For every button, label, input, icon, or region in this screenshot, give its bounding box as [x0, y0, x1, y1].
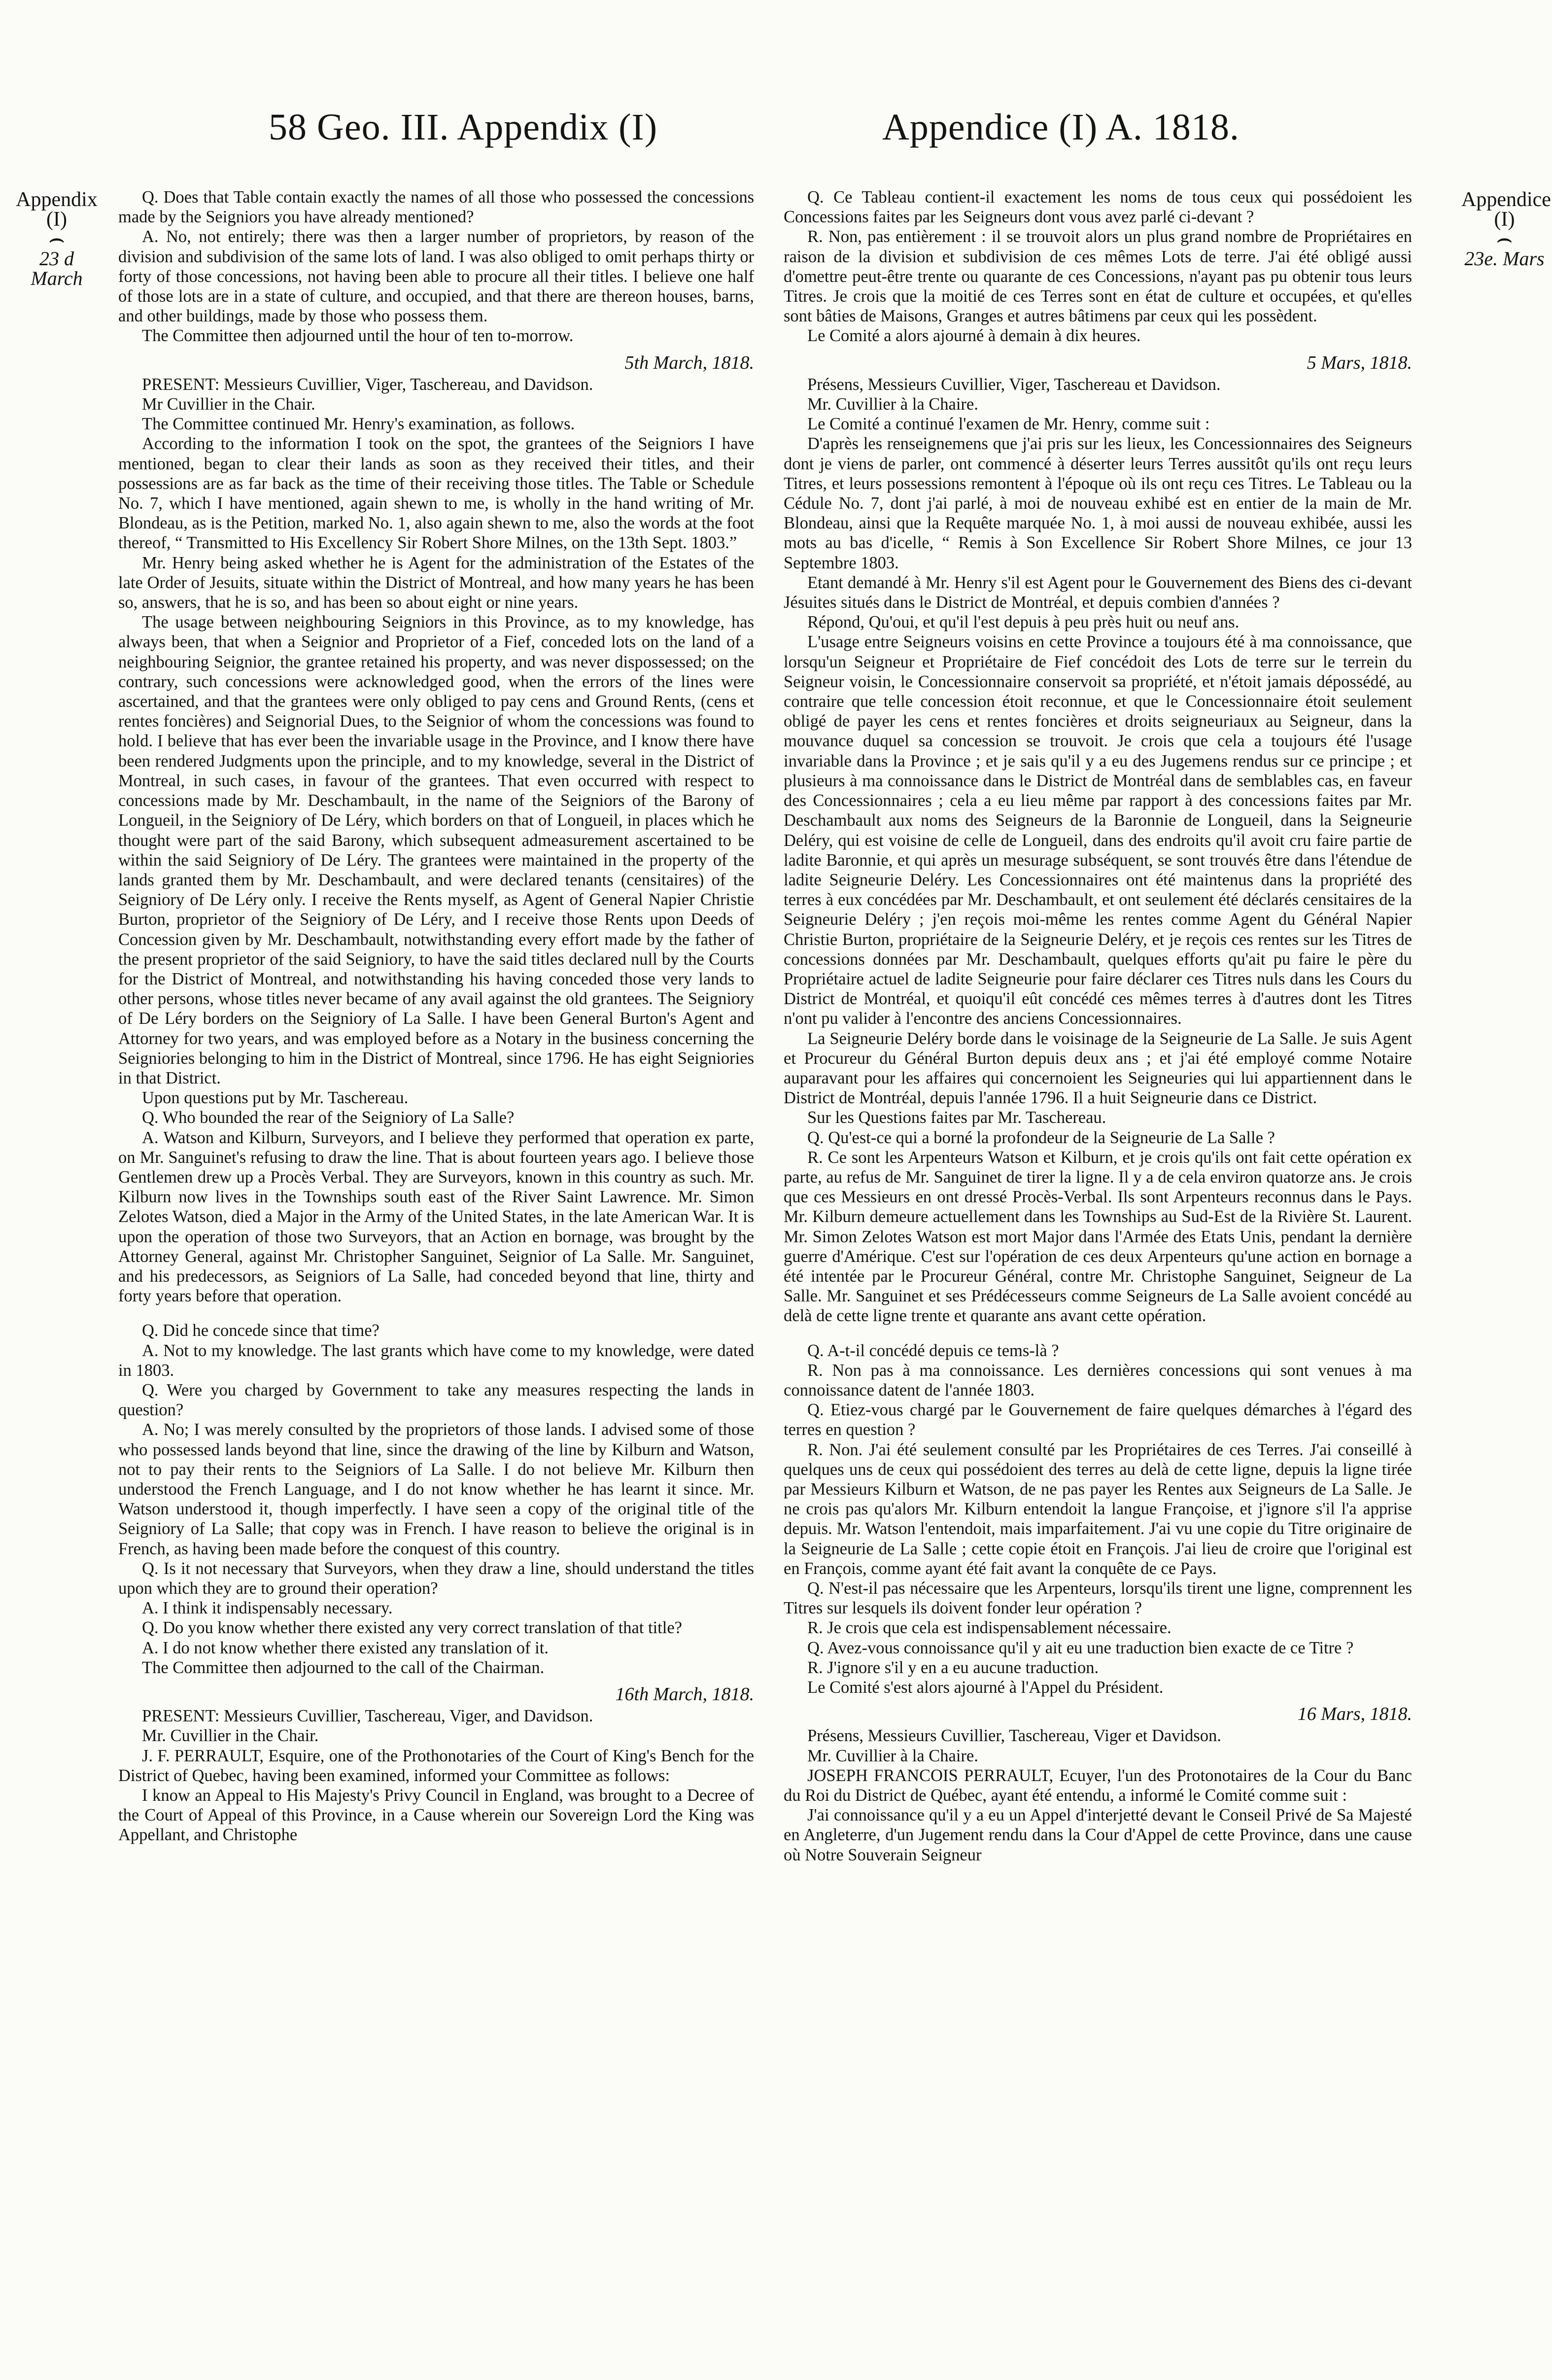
answer: R. Je crois que cela est indispensablement nécessaire.: [807, 1618, 1172, 1638]
margin-appendice-sub: (I): [1494, 208, 1515, 231]
answer: A. No; I was merely consulted by the proprietors of those lands. I advised some of those who possessed lands beyond that line, since the drawing of the line by Kilburn and Watson, not to pay their rents to the Seigniors of La Salle. I do not believe Mr. Kilburn then understood the French Language, and I do not know whether he has learnt it since. Mr. Watson understood it, though imperfectly. I have seen a copy of the original title of the Seigniory of La Salle; that copy was in French. I have reason to believe the original is in French, as having been made before the conquest of this country.: [118, 1420, 754, 1558]
answer: A. Watson and Kilburn, Surveyors, and I believe they performed that operation ex parte, on Mr. Sanguinet's refusing to draw the line. That is about fourteen years ago. I believe those Gentlemen drew up a Procès Verbal. They are Surveyors, known in this country as such. Mr. Kilburn now lives in the Townships south east of the River Saint Lawrence. Mr. Simon Zelotes Watson, died a Major in the Army of the United States, in the late American War. It is upon the operation of those two Surveyors, that an Action en bornage, was brought by the Attorney General, against Mr. Christopher Sanguinet, Seignior of La Salle. Mr. Sanguinet, and his predecessors, as Seigniors of La Salle, had conceded beyond that line, thirty and forty years before that operation.: [118, 1128, 754, 1306]
question: Q. Avez-vous connoissance qu'il y ait eu une traduction bien exacte de ce Titre ?: [807, 1638, 1354, 1657]
question: Q. Did he concede since that time?: [142, 1321, 379, 1340]
chair-line: Mr. Cuvillier in the Chair.: [142, 1726, 319, 1746]
paragraph: L'usage entre Seigneurs voisins en cette Province a toujours été à ma connoissance, que lorsqu'un Seigneur et Propriétaire de Fief concédoit des Lots de terre sur le terrein du Seigneur voisin, le Concessionnaire conservoit sa propriété, et n'étoit jamais dépossédé, au contraire que telle concession étoit reconnue, et que le Concessionnaire étoit seulement obligé de payer les cens et rentes foncières et droits seigneuriaux au Seigneur, dans la mouvance duquel sa concession se trouvoit. Je crois que cela a toujours été l'usage invariable dans la Province ; et je sais qu'il y a eu des Jugemens rendus sur ce principe ; et plusieurs à ma connoissance dans le District de Montréal dans de semblables cas, en faveur des Concessionnaires ; cela a eu lieu même par rapport à des concessions faites par Mr. Deschambault aux noms des Seigneurs de la Baronnie de Longueil, dans la Seigneurie Deléry, qui est voisine de celle de Longueil, dans des endroits qu'il avoit cru faire partie de ladite Baronnie, et qui après un mesurage subséquent, se sont trouvés être dans l'étendue de ladite Seigneurie Deléry. Les Concessionnaires ont été maintenus dans la propriété des terres à eux concédées par Mr. Deschambault, et ont seulement été déclarés censitaires de la Seigneurie Deléry ; j'en reçois moi-même les rentes comme Agent du Général Napier Christie Burton, propriétaire de la Seigneurie Deléry, et je reçois ces rentes sur les Titres de concessions données par Mr. Deschambault, quelques efforts qu'ait pu faire le père du Propriétaire actuel de ladite Seigneurie pour faire déclarer ces Titres nuls dans les Cours du District de Montréal, et quoiqu'il eût concédé ces mêmes terres à d'autres dont les Titres n'ont pu valider à l'encontre des anciens Concessionnaires.: [784, 632, 1412, 1028]
question: Q. Do you know whether there existed any very correct translation of that title?: [142, 1618, 682, 1638]
paragraph: According to the information I took on the spot, the grantees of the Seigniors I have mentioned, began to clear their lands as soon as they received their titles, and their possessions are as far back as the time of their receiving those titles. The Table or Schedule No. 7, which I have mentioned, again shewn to me, is wholly in the hand writing of Mr. Blondeau, as is the Petition, marked No. 1, also again shewn to me, also the words at the foot thereof, “ Transmitted to His Excellency Sir Robert Shore Milnes, on the 13th Sept. 1803.”: [118, 434, 754, 553]
question: Q. Were you charged by Government to take any measures respecting the lands in question?: [118, 1380, 754, 1420]
paragraph: Upon questions put by Mr. Taschereau.: [142, 1088, 409, 1108]
margin-brace-icon: ⌢: [48, 225, 66, 253]
session-date: 5 Mars, 1818.: [1307, 352, 1412, 373]
paragraph: J'ai connoissance qu'il y a eu un Appel d'interjetté devant le Conseil Privé de Sa Majesté en Angleterre, d'un Jugement rendu dans la Cour d'Appel de cette Province, dans une cause où Notre Souverain Seigneur: [784, 1806, 1412, 1864]
header-right: Appendice (I) A. 1818.: [882, 106, 1240, 148]
paragraph: D'après les renseignemens que j'ai pris sur les lieux, les Concessionnaires des Seigneurs dont je viens de parler, ont commencé à déserter leurs Terres aussitôt qu'ils ont reçu leurs Titres, et leurs possessions remontent à l'époque où ils ont reçu ces Titres. Le Tableau ou la Cédule No. 7, dont j'ai parlé, à moi de nouveau exhibé est en entier de la main de Mr. Blondeau, ainsi que la Requête marquée No. 1, à moi aussi de nouveau exhibée, aussi les mots au bas d'icelle, “ Remis à Son Excellence Sir Robert Shore Milnes, ce jour 13 Septembre 1803.: [784, 434, 1412, 572]
question: Q. Who bounded the rear of the Seigniory of La Salle?: [142, 1108, 515, 1127]
answer: A. Not to my knowledge. The last grants which have come to my knowledge, were dated in 1803.: [118, 1341, 754, 1380]
answer: R. Non. J'ai été seulement consulté par les Propriétaires de ces Terres. J'ai conseillé à quelques uns de ceux qui possédoient des terres au delà de cette ligne, depuis la ligne tirée par Messieurs Kilburn et Watson, de ne pas payer les Rentes aux Seigneurs de La Salle. Je ne crois pas qu'alors Mr. Kilburn entendoit la langue Françoise, et j'ignore s'il l'a apprise depuis. Mr. Watson l'entendoit, mais imparfaitement. J'ai vu une copie du Titre originaire de la Seigneurie de La Salle ; cette copie étoit en François. J'ai lieu de croire que l'original est en François, comme ayant été fait avant la conquête de ce Pays.: [784, 1440, 1412, 1578]
paragraph: Répond, Qu'oui, et qu'il l'est depuis à peu près huit ou neuf ans.: [807, 613, 1240, 632]
question: Q. Etiez-vous chargé par le Gouvernement de faire quelques démarches à l'égard des terres en question ?: [784, 1400, 1412, 1439]
margin-appendix-sub: (I): [46, 208, 67, 231]
answer: A. I think it indispensably necessary.: [142, 1599, 393, 1618]
margin-note-right: [1461, 188, 1551, 270]
paragraph: J. F. PERRAULT, Esquire, one of the Prothonotaries of the Court of King's Bench for the District of Quebec, having been examined, informed your Committee as follows:: [118, 1746, 754, 1785]
page-header: [0, 106, 1552, 165]
paragraph: The Committee continued Mr. Henry's examination, as follows.: [142, 415, 575, 434]
header-left: 58 Geo. III. Appendix (I): [269, 106, 658, 148]
question: Q. N'est-il pas nécessaire que les Arpenteurs, lorsqu'ils tirent une ligne, comprennent les Titres sur lesquels ils doivent fonder leur opération ?: [784, 1579, 1412, 1618]
french-column: [784, 187, 1412, 2356]
present-line: Présens, Messieurs Cuvillier, Viger, Taschereau et Davidson.: [807, 375, 1221, 394]
answer: R. Ce sont les Arpenteurs Watson et Kilburn, et je crois qu'ils ont fait cette opération ex parte, au refus de Mr. Sanguinet de tirer la ligne. Il y a de cela environ quatorze ans. Je crois que ces Messieurs en ont dressé Procès-Verbal. Ils sont Arpenteurs reconnus dans le Pays. Mr. Kilburn demeure actuellement dans les Townships au Sud-Est de la Rivière St. Laurent. Mr. Simon Zelotes Watson est mort Major dans l'Armée des Etats Unis, pendant la dernière guerre d'Amérique. C'est sur l'opération de ces deux Arpenteurs qu'une action en bornage a été intentée par le Procureur Général, contre Mr. Christophe Sanguinet, Seigneur de La Salle. Mr. Sanguinet et ses Prédécesseurs comme Seigneurs de La Salle avoient concédé au delà de cette ligne trente et quarante ans avant cette opération.: [784, 1148, 1412, 1326]
margin-note-left: [15, 190, 99, 288]
paragraph: Q. Does that Table contain exactly the names of all those who possessed the concessions made by the Seigniors you have already mentioned?: [118, 188, 754, 227]
paragraph: Sur les Questions faites par Mr. Taschereau.: [807, 1108, 1106, 1127]
paragraph: Mr. Henry being asked whether he is Agent for the administration of the Estates of the late Order of Jesuits, situate within the District of Montreal, and how many years he has been so, answers, that he is so, and has been so about eight or nine years.: [118, 553, 754, 612]
paragraph: Le Comité a continué l'examen de Mr. Henry, comme suit :: [807, 415, 1210, 434]
paragraph: Le Comité s'est alors ajourné à l'Appel du Président.: [807, 1678, 1164, 1697]
paragraph: R. Non, pas entièrement : il se trouvoit alors un plus grand nombre de Propriétaires en raison de la division et subdivision de ces mêmes Lots de terre. J'ai été obligé aussi d'omettre peut-être trente ou quarante de ces Concessions, n'ayant pas pu obtenir tous leurs Titres. Je crois que la moitié de ces Terres sont en état de culture et occupées, et qu'elles sont bâties de Maisons, Granges et autres bâtimens par ceux qui les possèdent.: [784, 227, 1412, 326]
present-line: Présens, Messieurs Cuvillier, Taschereau, Viger et Davidson.: [807, 1726, 1221, 1746]
question: Q. A-t-il concédé depuis ce tems-là ?: [807, 1341, 1059, 1360]
question: Q. Is it not necessary that Surveyors, when they draw a line, should understand the titles upon which they are to ground their operation?: [118, 1559, 754, 1598]
paragraph: The Committee then adjourned until the hour of ten to-morrow.: [142, 326, 574, 346]
margin-date: 23e. Mars: [1464, 247, 1545, 270]
margin-date: 23 d March: [31, 247, 83, 289]
chair-line: Mr. Cuvillier à la Chaire.: [807, 395, 978, 414]
paragraph: The usage between neighbouring Seigniors in this Province, as to my knowledge, has always been, that when a Seignior and Proprietor of a Fief, conceded lots on the land of a neighbouring Seignior, the grantee retained his property, and was never dispossessed; on the contrary, such concessions were acknowledged good, when the errors of the lines were ascertained, and that the grantees were only obliged to pay cens and Ground Rents, (cens et rentes foncières) and Seignorial Dues, to the Seignior of whom the concessions was found to hold. I believe that has ever been the invariable usage in the Province, and I know there have been rendered Judgments upon the principle, and to my knowledge, several in the District of Montreal, in such cases, in favour of the grantees. That even occurred with respect to concessions made by Mr. Deschambault, in the name of the Seigniors of the Barony of Longueil, in the Seigniory of De Léry, which borders on that of Longueil, in places which he thought were part of the said Barony, which subsequent admeasurement ascertained to be within the said Seigniory of De Léry. The grantees were maintained in the property of the lands granted them by Mr. Deschambault, and were declared tenants (censitaires) of the Seigniory of De Léry only. I receive the Rents myself, as Agent of General Napier Christie Burton, proprietor of the Seigniory of De Léry, and I receive those Rents upon Deeds of Concession given by Mr. Deschambault, notwithstanding every effort made by the father of the present proprietor of the said Seigniory, to have the said titles declared null by the Courts for the District of Montreal, and notwithstanding his having conceded those very lands to other persons, whose titles never became of any avail against the old grantees. The Seigniory of De Léry borders on the Seigniory of La Salle. I have been General Burton's Agent and Attorney for two years, and was employed before as a Notary in the business concerning the Seigniories belonging to him in the District of Montreal, since 1796. He has eight Seigniories in that District.: [118, 613, 754, 1087]
paragraph: The Committee then adjourned to the call of the Chairman.: [142, 1658, 545, 1677]
paragraph: Etant demandé à Mr. Henry s'il est Agent pour le Gouvernement des Biens des ci-devant Jésuites situés dans le District de Montréal, et depuis combien d'années ?: [784, 573, 1412, 612]
answer: R. J'ignore s'il y en a eu aucune traduction.: [807, 1658, 1099, 1677]
present-line: PRESENT: Messieurs Cuvillier, Taschereau, Viger, and Davidson.: [142, 1707, 593, 1726]
paragraph: La Seigneurie Deléry borde dans le voisinage de la Seigneurie de La Salle. Je suis Agent et Procureur du Général Burton depuis deux ans ; et j'ai été employé comme Notaire auparavant pour les affaires qui concernoient les Seigneuries qui lui appartiennent dans le District de Montréal, depuis l'année 1796. Il a huit Seigneurie dans ce District.: [784, 1029, 1412, 1108]
margin-brace-icon: ⌢: [1496, 225, 1513, 253]
chair-line: Mr Cuvillier in the Chair.: [142, 395, 315, 414]
paragraph: I know an Appeal to His Majesty's Privy Council in England, was brought to a Decree of the Court of Appeal of this Province, in a Cause wherein our Sovereign Lord the King was Appellant, and Christophe: [118, 1786, 754, 1845]
answer: A. I do not know whether there existed any translation of it.: [142, 1638, 549, 1657]
paragraph: Q. Ce Tableau contient-il exactement les noms de tous ceux qui possédoient les Concessions faites par les Seigneurs dont vous avez parlé ci-devant ?: [784, 188, 1412, 227]
paragraph: A. No, not entirely; there was then a larger number of proprietors, by reason of the division and subdivision of the same lots of land. I was also obliged to omit perhaps thirty or forty of those concessions, not having been able to procure all their titles. I believe one half of those lots are in a state of culture, and occupied, and that there are thereon houses, barns, and other buildings, made by those who possess them.: [118, 227, 754, 326]
session-date: 5th March, 1818.: [624, 352, 754, 373]
answer: R. Non pas à ma connoissance. Les dernières concessions qui sont venues à ma connoissance datent de l'année 1803.: [784, 1361, 1412, 1400]
present-line: PRESENT: Messieurs Cuvillier, Viger, Taschereau, and Davidson.: [142, 375, 593, 394]
margin-appendix-label: Appendix: [16, 188, 98, 211]
question: Q. Qu'est-ce qui a borné la profondeur de la Seigneurie de La Salle ?: [807, 1128, 1275, 1147]
session-date: 16 Mars, 1818.: [1297, 1704, 1412, 1725]
paragraph: Le Comité a alors ajourné à demain à dix heures.: [807, 326, 1141, 346]
session-date: 16th March, 1818.: [615, 1684, 754, 1705]
margin-appendice-label: Appendice: [1461, 188, 1551, 211]
english-column: [118, 187, 754, 2356]
paragraph: JOSEPH FRANCOIS PERRAULT, Ecuyer, l'un des Protonotaires de la Cour du Banc du Roi du District de Québec, ayant été entendu, a informé le Comité comme suit :: [784, 1766, 1412, 1805]
chair-line: Mr. Cuvillier à la Chaire.: [807, 1746, 978, 1765]
